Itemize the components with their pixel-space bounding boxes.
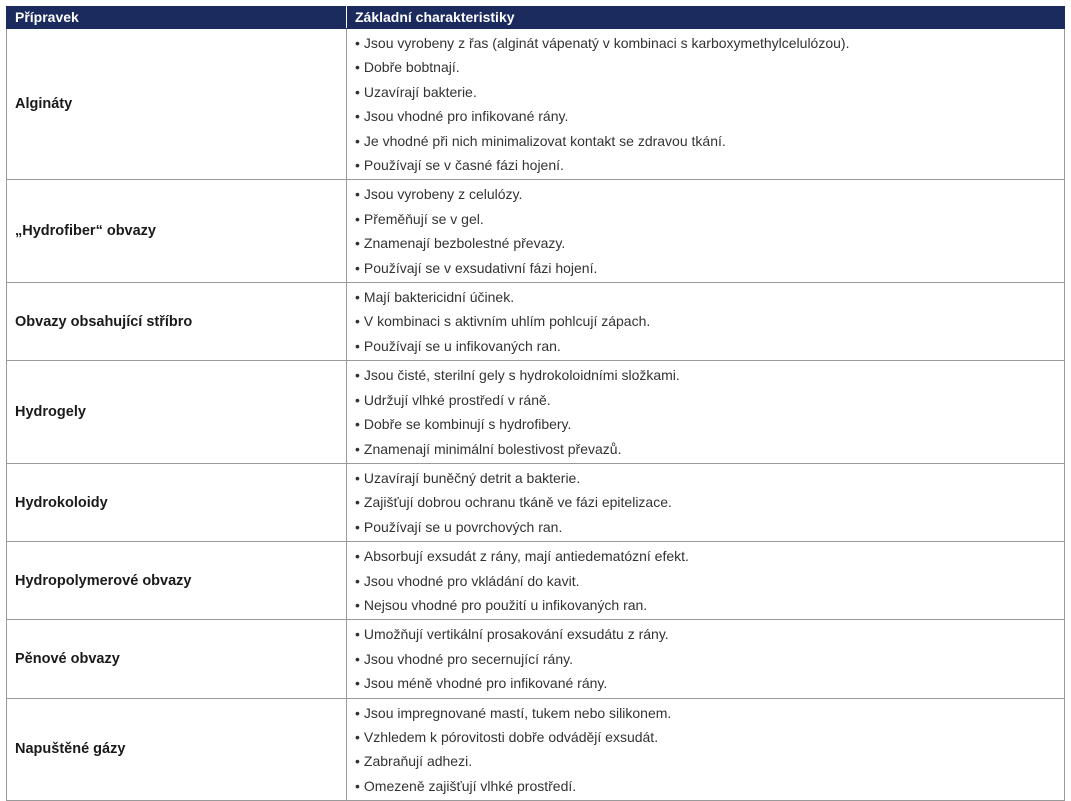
header-characteristics: Základní charakteristiky — [347, 6, 1065, 29]
table-row — [7, 542, 1065, 620]
preparation-name: Napuštěné gázy — [7, 698, 347, 801]
preparation-name: Algináty — [7, 29, 347, 180]
characteristics-cell — [347, 698, 1065, 801]
preparation-name: Hydrokoloidy — [7, 463, 347, 541]
characteristic-item: • Absorbují exsudát z rány, mají antiedematózní efekt. — [355, 544, 1064, 568]
characteristics-cell — [347, 361, 1065, 464]
preparation-name: Pěnové obvazy — [7, 620, 347, 698]
characteristic-item: • Jsou vyrobeny z celulózy. — [355, 182, 1064, 206]
characteristic-item: • Mají baktericidní účinek. — [355, 285, 1064, 309]
characteristics-list — [355, 544, 1064, 617]
table-row — [7, 620, 1065, 698]
preparation-name: Hydropolymerové obvazy — [7, 542, 347, 620]
characteristic-item: • Jsou čisté, sterilní gely s hydrokoloidními složkami. — [355, 363, 1064, 387]
table-row — [7, 698, 1065, 801]
characteristic-item: • Uzavírají bakterie. — [355, 80, 1064, 104]
characteristic-item: • Jsou vhodné pro infikované rány. — [355, 104, 1064, 128]
table-row — [7, 361, 1065, 464]
characteristics-cell — [347, 463, 1065, 541]
characteristics-cell — [347, 620, 1065, 698]
characteristic-item: • Jsou vhodné pro vkládání do kavit. — [355, 569, 1064, 593]
characteristic-item: • Používají se v časné fázi hojení. — [355, 153, 1064, 177]
characteristic-item: • Používají se u povrchových ran. — [355, 515, 1064, 539]
characteristic-item: • V kombinaci s aktivním uhlím pohlcují zápach. — [355, 309, 1064, 333]
dressings-table — [6, 6, 1065, 801]
table-row — [7, 29, 1065, 180]
characteristics-list — [355, 31, 1064, 177]
preparation-name: Obvazy obsahující stříbro — [7, 283, 347, 361]
characteristic-item: • Přeměňují se v gel. — [355, 207, 1064, 231]
characteristics-list — [355, 363, 1064, 461]
characteristic-item: • Znamenají bezbolestné převazy. — [355, 231, 1064, 255]
table-header — [7, 6, 1065, 29]
characteristic-item: • Omezeně zajišťují vlhké prostředí. — [355, 774, 1064, 798]
characteristic-item: • Jsou impregnované mastí, tukem nebo silikonem. — [355, 701, 1064, 725]
characteristics-list — [355, 182, 1064, 280]
characteristic-item: • Je vhodné při nich minimalizovat kontakt se zdravou tkání. — [355, 129, 1064, 153]
characteristics-list — [355, 285, 1064, 358]
characteristics-cell — [347, 283, 1065, 361]
characteristic-item: • Jsou vhodné pro secernující rány. — [355, 647, 1064, 671]
characteristic-item: • Vzhledem k pórovitosti dobře odvádějí exsudát. — [355, 725, 1064, 749]
preparation-name: „Hydrofiber“ obvazy — [7, 180, 347, 283]
preparation-name: Hydrogely — [7, 361, 347, 464]
characteristics-list — [355, 622, 1064, 695]
characteristic-item: • Jsou vyrobeny z řas (alginát vápenatý v kombinaci s karboxymethylcelulózou). — [355, 31, 1064, 55]
characteristic-item: • Znamenají minimální bolestivost převazů. — [355, 437, 1064, 461]
table-row — [7, 180, 1065, 283]
characteristic-item: • Nejsou vhodné pro použití u infikovaných ran. — [355, 593, 1064, 617]
characteristic-item: • Uzavírají buněčný detrit a bakterie. — [355, 466, 1064, 490]
characteristic-item: • Jsou méně vhodné pro infikované rány. — [355, 671, 1064, 695]
characteristic-item: • Dobře se kombinují s hydrofibery. — [355, 412, 1064, 436]
characteristic-item: • Používají se v exsudativní fázi hojení. — [355, 256, 1064, 280]
header-preparation: Přípravek — [7, 6, 347, 29]
table-row — [7, 283, 1065, 361]
table-row — [7, 463, 1065, 541]
header-row — [7, 6, 1065, 29]
characteristic-item: • Zajišťují dobrou ochranu tkáně ve fázi epitelizace. — [355, 490, 1064, 514]
characteristics-cell — [347, 29, 1065, 180]
characteristics-cell — [347, 180, 1065, 283]
characteristic-item: • Udržují vlhké prostředí v ráně. — [355, 388, 1064, 412]
characteristic-item: • Zabraňují adhezi. — [355, 749, 1064, 773]
characteristics-list — [355, 466, 1064, 539]
characteristics-cell — [347, 542, 1065, 620]
characteristic-item: • Umožňují vertikální prosakování exsudátu z rány. — [355, 622, 1064, 646]
characteristic-item: • Používají se u infikovaných ran. — [355, 334, 1064, 358]
characteristic-item: • Dobře bobtnají. — [355, 55, 1064, 79]
characteristics-list — [355, 701, 1064, 799]
table-body — [7, 29, 1065, 801]
